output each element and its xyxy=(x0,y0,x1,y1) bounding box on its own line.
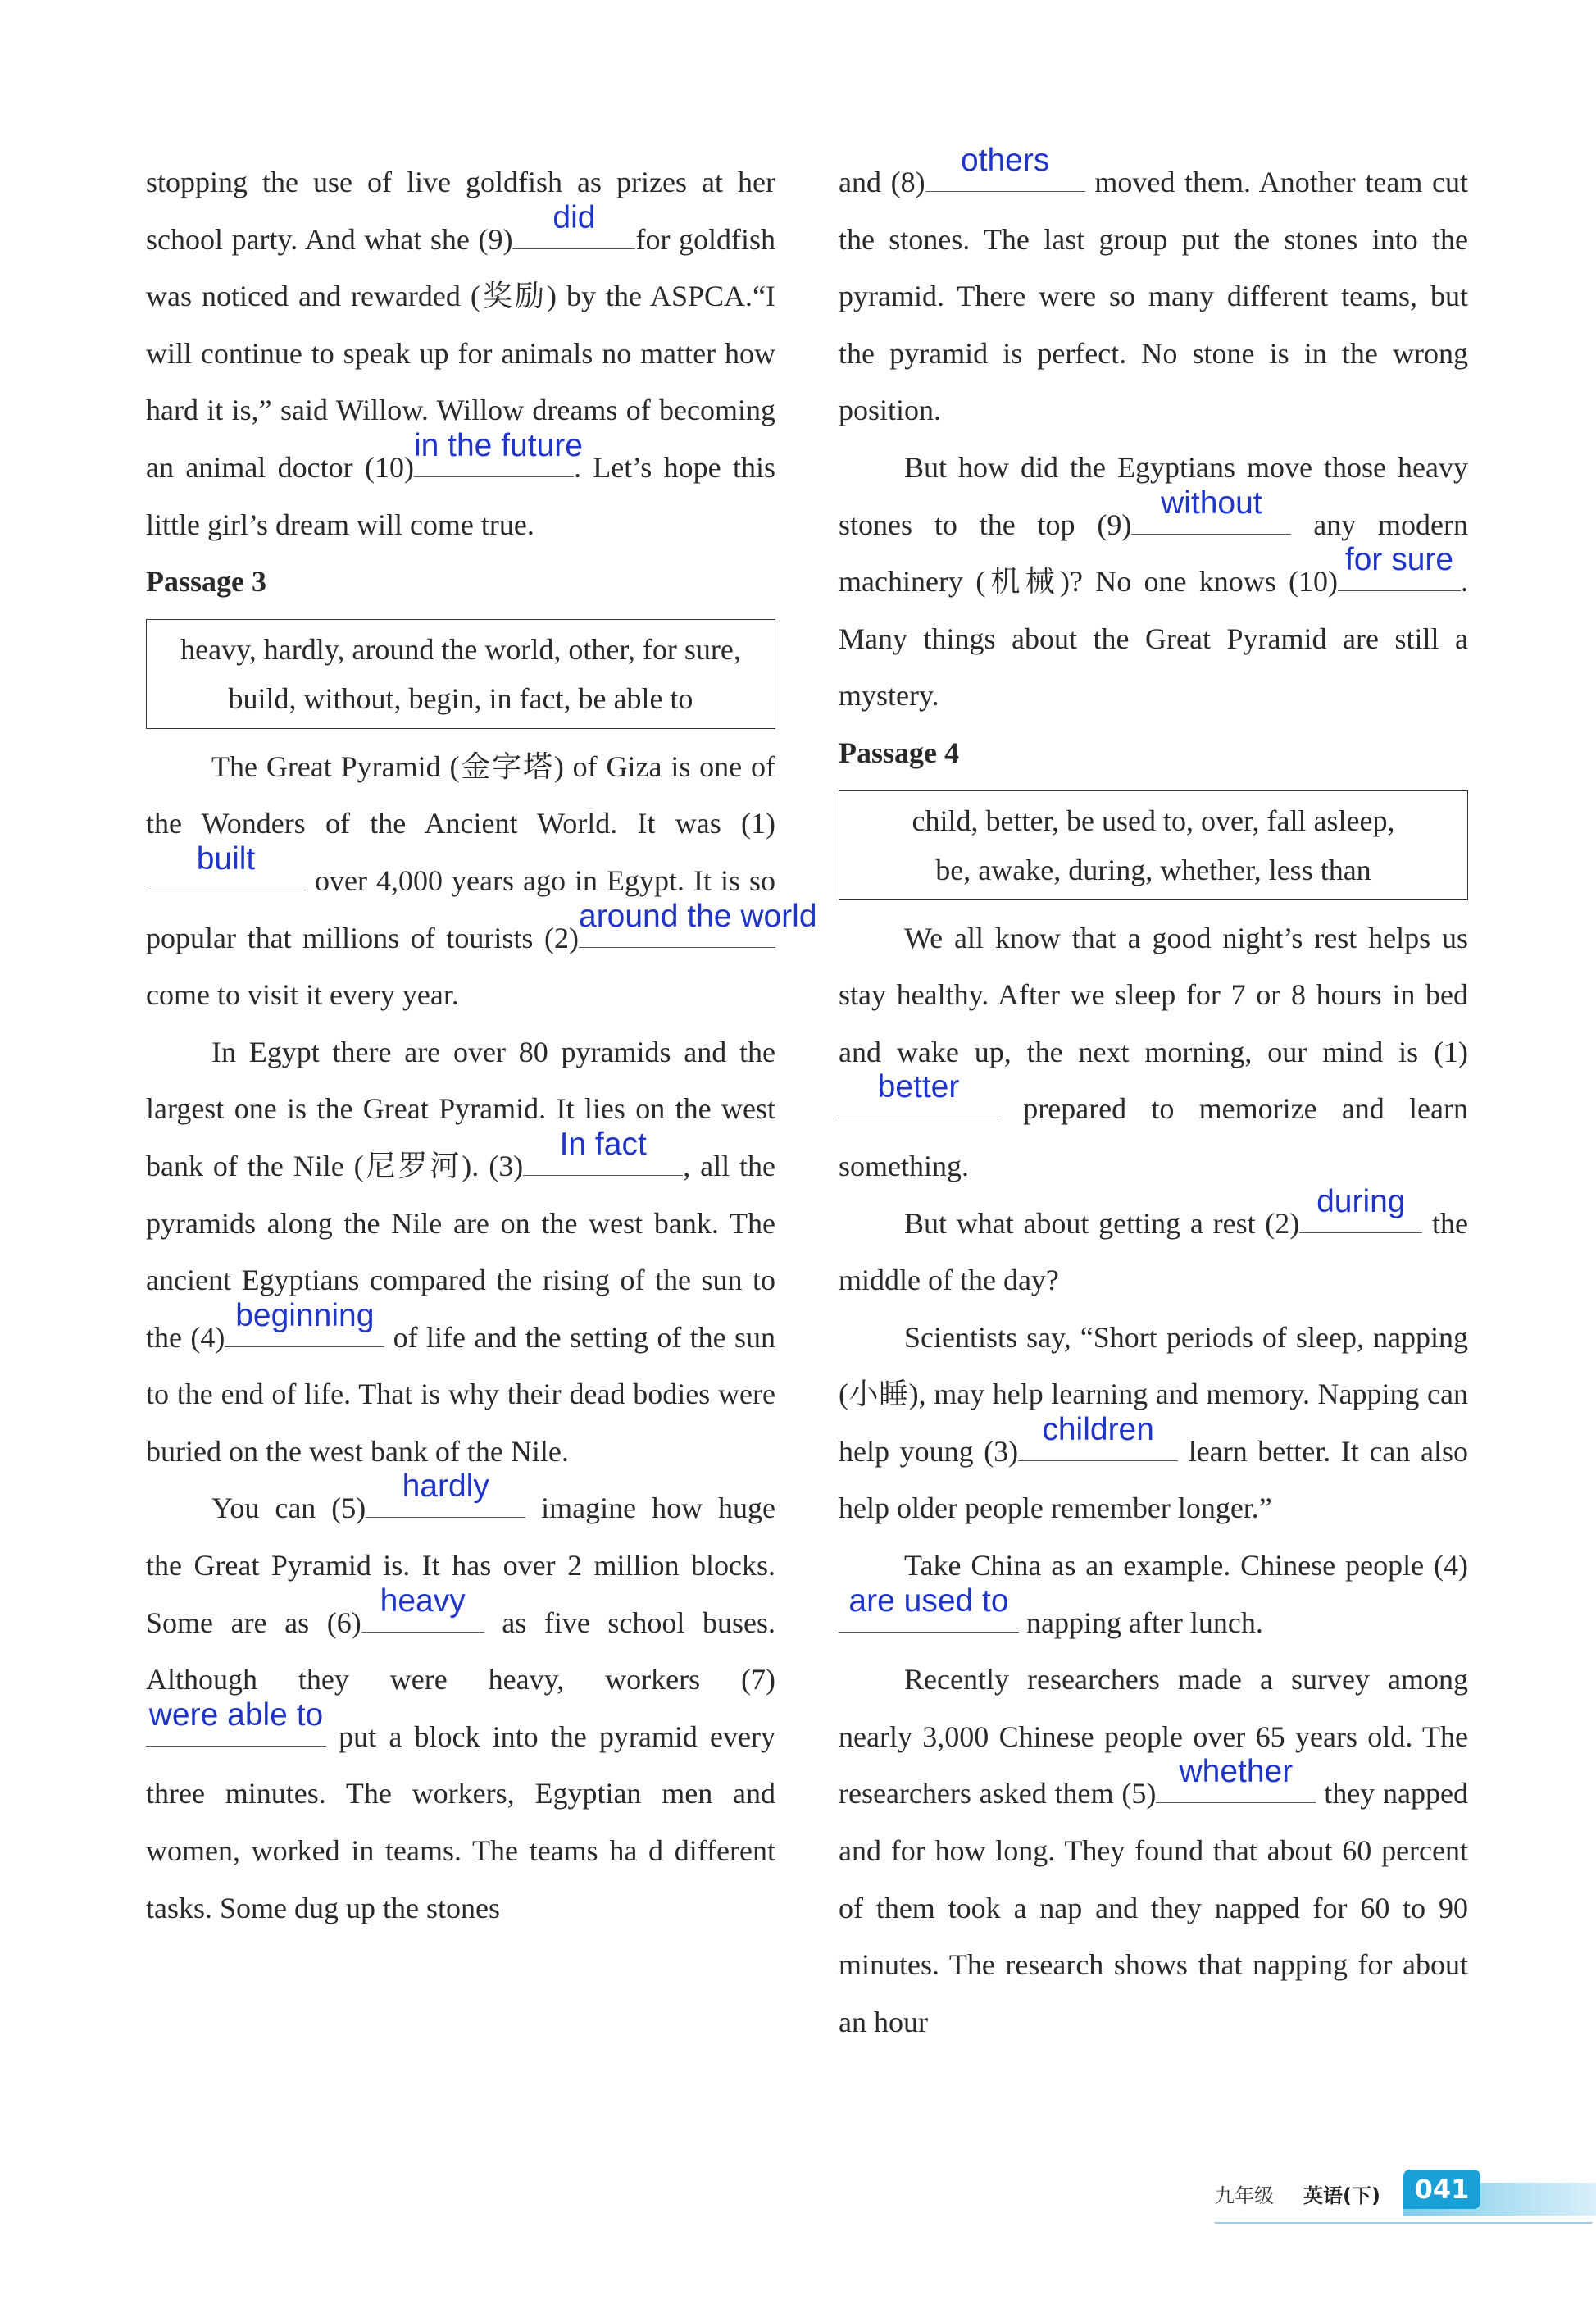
paragraph: The Great Pyramid (金字塔) of Giza is one of the Wonders of the Ancient World. It was (1) built over 4,000 years ago in Egypt. It is so popular that millions of tourists (2) around the world come to visit it every year. xyxy=(146,749,817,1012)
answer-text: heavy xyxy=(380,1583,466,1619)
word-box-line: build, without, begin, in fact, be able to xyxy=(228,681,693,715)
blank-9[interactable] xyxy=(512,199,635,249)
answer-text: beginning xyxy=(235,1297,375,1333)
blank-3[interactable] xyxy=(1018,1411,1178,1461)
answer-text: are used to xyxy=(848,1583,1009,1619)
blank-8[interactable] xyxy=(925,143,1085,192)
paragraph: Recently researchers made a survey among nearly 3,000 Chinese people over 65 years old. The researchers asked them (5) whether they napped and for how long. They found that about 60 percent of them took a nap and they napped for 60 to 90 minutes. The research shows that napping for about an hour xyxy=(839,1663,1468,2038)
footer-divider xyxy=(1215,2222,1592,2224)
answer-text: In fact xyxy=(559,1126,647,1162)
blank-9[interactable] xyxy=(1131,485,1291,535)
paragraph: We all know that a good night’s rest helps us stay healthy. After we sleep for 7 or 8 hours in bed and wake up, the next morning, our mind is (1) better prepared to memorize and learn something. xyxy=(839,921,1468,1182)
blank-5[interactable] xyxy=(366,1469,525,1518)
blank-6[interactable] xyxy=(361,1583,484,1633)
paragraph: You can (5) hardly imagine how huge the Great Pyramid is. It has over 2 million blocks. Some are as (6) heavy as five school buses. Although they were heavy, workers (7) were able to put a block into the pyramid every three minutes. The workers, Egyptian men and women, worked in teams. The teams ha d different tasks. Some dug up the stones xyxy=(146,1469,775,1924)
blank-2[interactable] xyxy=(579,898,817,948)
blank-1[interactable] xyxy=(839,1069,998,1118)
blank-10[interactable] xyxy=(1338,542,1461,591)
paragraph: In Egypt there are over 80 pyramids and the largest one is the Great Pyramid. It lies on the west bank of the Nile (尼罗河). (3) In fact , all the pyramids along the Nile are on the west bank. The ancient Egyptians compared the rising of the sun to the (4) beginning of life and the setting of the sun to the end of life. That is why their dead bodies were buried on the west bank of the Nile. xyxy=(146,1035,775,1468)
blank-4[interactable] xyxy=(839,1583,1019,1633)
passage-4-title: Passage 4 xyxy=(839,736,959,769)
blank-3[interactable] xyxy=(523,1126,683,1176)
paragraph: Take China as an example. Chinese people (4) are used to napping after lunch. xyxy=(839,1537,1468,1651)
blank-2[interactable] xyxy=(1299,1183,1422,1233)
answer-text: did xyxy=(552,199,596,235)
answer-text: others xyxy=(960,143,1050,178)
answer-text: for sure xyxy=(1344,542,1454,578)
answer-text: without xyxy=(1161,485,1262,521)
left-column xyxy=(146,154,817,1937)
blank-10[interactable] xyxy=(413,427,583,477)
blank-4[interactable] xyxy=(225,1297,384,1347)
paragraph: But what about getting a rest (2) during the middle of the day? xyxy=(839,1183,1469,1297)
paragraph: Scientists say, “Short periods of sleep, napping (小睡), may help learning and memory. Napping can help young (3) children learn better. It can also help older people remember longer.” xyxy=(839,1320,1468,1525)
page-footer xyxy=(1215,2165,1592,2230)
passage-3-title: Passage 3 xyxy=(146,565,266,599)
answer-text: hardly xyxy=(402,1469,489,1505)
paragraph: and (8) others moved them. Another team cut the stones. The last group put the stones into the pyramid. There were so many different teams, but the pyramid is perfect. No stone is in the wrong position. xyxy=(839,143,1468,427)
word-box-line: be, awake, during, whether, less than xyxy=(935,853,1371,886)
blank-7[interactable] xyxy=(146,1696,326,1747)
blank-1[interactable] xyxy=(146,840,306,890)
word-box-line: heavy, hardly, around the world, other, for sure, xyxy=(180,632,741,666)
blank-5[interactable] xyxy=(1156,1754,1316,1803)
answer-text: in the future xyxy=(413,427,583,463)
answer-text: better xyxy=(877,1069,960,1105)
word-box xyxy=(146,619,775,729)
word-box-line: child, better, be used to, over, fall asleep, xyxy=(912,804,1395,837)
page-number: 041 xyxy=(1403,2170,1480,2209)
paragraph: But how did the Egyptians move those heavy stones to the top (9) without any modern machinery (机械)? No one knows (10) for sure . Many things about the Great Pyramid are still a mystery. xyxy=(839,450,1468,713)
paragraph: stopping the use of live goldfish as prizes at her school party. And what she (9) did for goldfish was noticed and rewarded (奖励) by the ASPCA.“I will continue to speak up for animals no matter how hard it is,” said Willow. Willow dreams of becoming an animal doctor (10) in the future . Let’s hope this little girl’s dream will come true. xyxy=(146,166,776,541)
answer-text: during xyxy=(1316,1183,1406,1219)
answer-text: were able to xyxy=(148,1696,324,1733)
answer-text: children xyxy=(1042,1411,1154,1447)
word-box xyxy=(839,790,1468,900)
answer-text: built xyxy=(196,840,256,877)
answer-text: around the world xyxy=(579,898,817,934)
grade-label: 九年级 xyxy=(1215,2184,1274,2207)
subject-label: 英语(下) xyxy=(1303,2184,1380,2207)
right-column xyxy=(839,143,1469,2051)
answer-text: whether xyxy=(1179,1754,1294,1790)
